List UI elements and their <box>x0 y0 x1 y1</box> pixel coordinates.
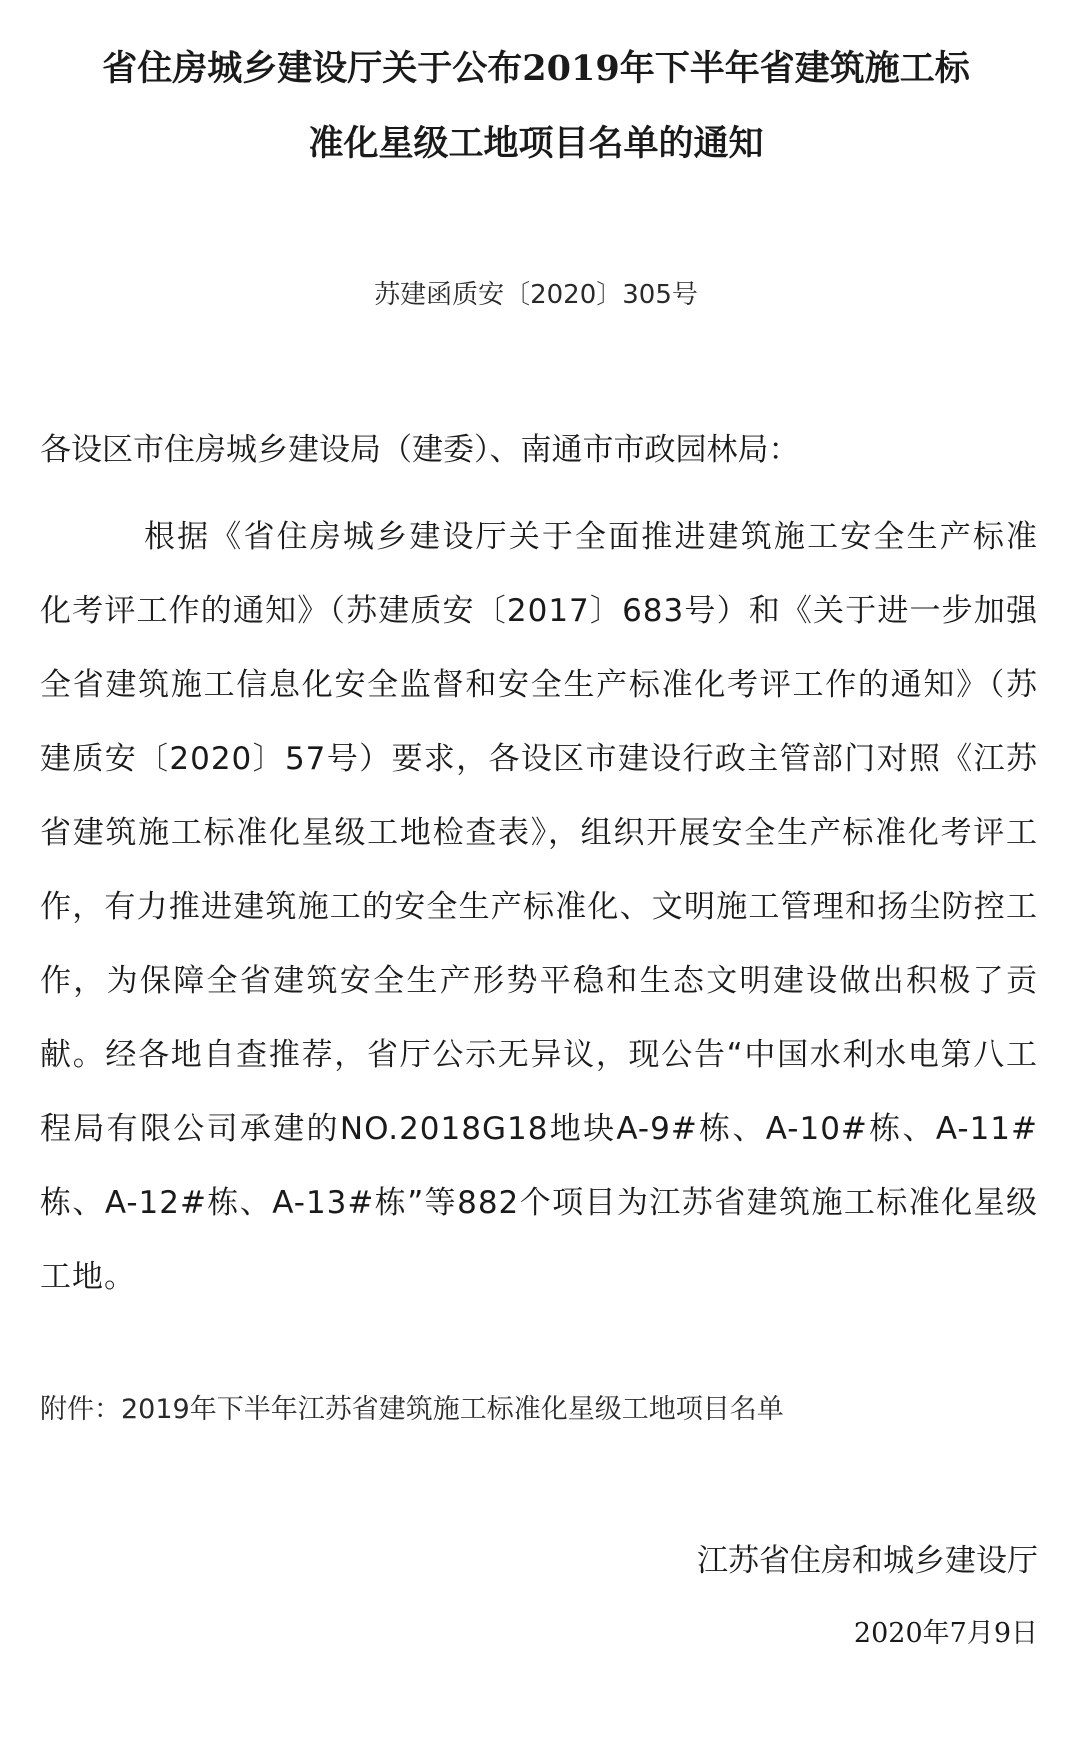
issuing-authority: 江苏省住房和城乡建设厅 <box>697 1543 1038 1579</box>
attachment-note: 附件：2019年下半年江苏省建筑施工标准化星级工地项目名单 <box>40 1394 784 1425</box>
addressee: 各设区市住房城乡建设局（建委）、南通市市政园林局： <box>40 432 800 468</box>
notice-title-line-1: 省住房城乡建设厅关于公布2019年下半年省建筑施工标 <box>102 48 970 89</box>
issue-date: 2020年7月9日 <box>853 1618 1038 1649</box>
document-number: 苏建函质安〔2020〕305号 <box>374 280 698 310</box>
body-paragraph: 根据《省住房城乡建设厅关于全面推进建筑施工安全生产标准化考评工作的通知》（苏建质安〔2017〕683号）和《关于进一步加强全省建筑施工信息化安全监督和安全生产标准化考评工作的通知》（苏建质安〔2020〕57号）要求，各设区市建设行政主管部门对照《江苏省建筑施工标准化星级工地检查表》，组织开展安全生产标准化考评工作，有力推进建筑施工的安全生产标准化、文明施工管理和扬尘防控工作，为保障全省建筑安全生产形势平稳和生态文明建设做出积极了贡献。经各地自查推荐，省厅公示无异议，现公告“中国水利水电第八工程局有限公司承建的NO.2018G18地块A-9#栋、A-10#栋、A-11#栋、A-12#栋、A-13#栋”等882个项目为江苏省建筑施工标准化星级工地。 <box>40 519 1038 1295</box>
notice-title-line-2: 准化星级工地项目名单的通知 <box>308 123 764 164</box>
